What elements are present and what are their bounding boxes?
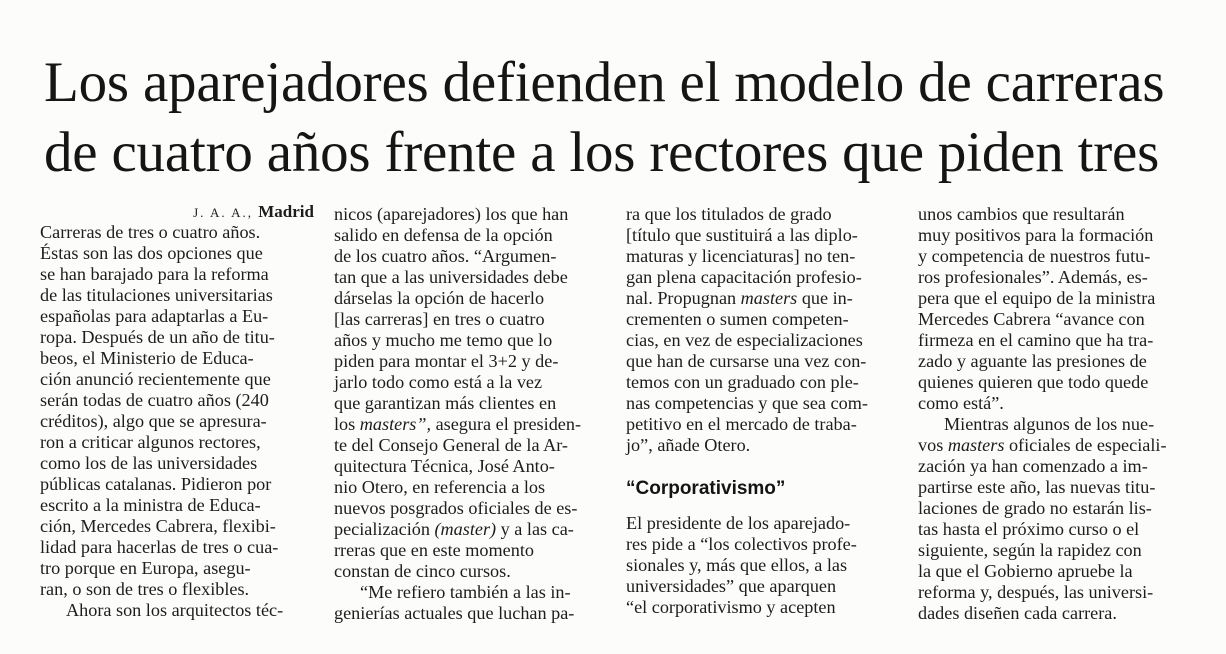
- text-line: maturas y licenciaturas] no ten-: [626, 246, 856, 266]
- text-line: muy positivos para la formación: [918, 225, 1154, 245]
- text-line: te del Consejo General de la Ar-: [334, 435, 568, 455]
- text-line: de las titulaciones universitarias: [40, 285, 273, 305]
- text-line: dárselas la opción de hacerlo: [334, 288, 545, 308]
- text-line: “Me refiero también a las in-: [360, 582, 571, 602]
- italic-term: (master): [434, 519, 497, 539]
- text-line: unos cambios que resultarán: [918, 204, 1125, 224]
- text-line: beos, el Ministerio de Educa-: [40, 348, 254, 368]
- text-line: ción, Mercedes Cabrera, flexibi-: [40, 516, 276, 536]
- text-line: Éstas son las dos opciones que: [40, 243, 263, 263]
- text-line: crementen o sumen competen-: [626, 309, 849, 329]
- text-line: [334, 414, 612, 435]
- text-line: siguiente, según la rapidez con: [918, 540, 1142, 560]
- text-line: [918, 435, 1196, 456]
- italic-term: masters: [740, 288, 798, 308]
- text-line: dades diseñen cada carrera.: [918, 603, 1117, 623]
- text-fragment: que in-: [797, 288, 853, 308]
- text-line: “el corporativismo y acepten: [626, 597, 836, 617]
- text-fragment: nal. Propugnan: [626, 288, 741, 308]
- text-line: piden para montar el 3+2 y de-: [334, 351, 559, 371]
- text-line: créditos), algo que se apresura-: [40, 411, 267, 431]
- text-line: de los cuatro años. “Argumen-: [334, 246, 557, 266]
- text-line: Carreras de tres o cuatro años.: [40, 222, 261, 242]
- text-line: pera que el equipo de la ministra: [918, 288, 1156, 308]
- text-line: [626, 288, 904, 309]
- text-fragment: asegura el presiden-: [431, 414, 582, 434]
- text-line: nio Otero, en referencia a los: [334, 477, 546, 497]
- text-line: firmeza en el camino que ha tra-: [918, 330, 1154, 350]
- text-line: ros profesionales”. Además, es-: [918, 267, 1148, 287]
- text-line: públicas catalanas. Pidieron por: [40, 474, 272, 494]
- text-line: tan que a las universidades debe: [334, 267, 568, 287]
- byline-author: J. A. A.,: [193, 205, 254, 220]
- article-column-1: [40, 204, 318, 621]
- text-line: laciones de grado no estarán lis-: [918, 498, 1152, 518]
- text-line: zado y aguante las presiones de: [918, 351, 1147, 371]
- text-line: ción anunció recientemente que: [40, 369, 271, 389]
- text-line: quienes quieren que todo quede: [918, 372, 1149, 392]
- text-line: zación ya han comenzado a im-: [918, 456, 1148, 476]
- article-column-3: [626, 204, 904, 618]
- text-fragment: los: [334, 414, 360, 434]
- text-line: quitectura Técnica, José Anto-: [334, 456, 555, 476]
- text-line: y competencia de nuestros futu-: [918, 246, 1151, 266]
- text-line: Mientras algunos de los nue-: [944, 414, 1155, 434]
- text-line: petitivo en el mercado de traba-: [626, 414, 857, 434]
- text-line: ra que los titulados de grado: [626, 204, 832, 224]
- text-line: partirse este año, las nuevas titu-: [918, 477, 1156, 497]
- text-line: la que el Gobierno apruebe la: [918, 561, 1133, 581]
- headline-line-1: Los aparejadores defienden el modelo de carreras: [44, 51, 1165, 114]
- text-line: rreras que en este momento: [334, 540, 534, 560]
- text-line: temos con un graduado con ple-: [626, 372, 859, 392]
- italic-term: masters”,: [359, 414, 432, 434]
- text-fragment: y a las ca-: [496, 519, 574, 539]
- text-line: como los de las universidades: [40, 453, 258, 473]
- text-line: nuevos posgrados oficiales de es-: [334, 498, 578, 518]
- text-line: [las carreras] en tres o cuatro: [334, 309, 545, 329]
- headline-line-2: de cuatro años frente a los rectores que piden tres: [44, 121, 1160, 184]
- section-subheading: “Corporativismo”: [626, 478, 786, 499]
- text-line: constan de cinco cursos.: [334, 561, 511, 581]
- text-line: genierías actuales que luchan pa-: [334, 603, 575, 623]
- text-line: sionales y, más que ellos, a las: [626, 555, 848, 575]
- text-line: ran, o son de tres o flexibles.: [40, 579, 250, 599]
- text-fragment: vos: [918, 435, 948, 455]
- text-line: nas competencias y que sea com-: [626, 393, 868, 413]
- text-line: tro porque en Europa, asegu-: [40, 558, 251, 578]
- text-line: jarlo todo como está a la vez: [334, 372, 543, 392]
- text-line: que han de cursarse una vez con-: [626, 351, 867, 371]
- byline: [40, 204, 318, 221]
- text-line: Mercedes Cabrera “avance con: [918, 309, 1145, 329]
- text-line: res pide a “los colectivos profe-: [626, 534, 857, 554]
- text-line: españolas para adaptarlas a Eu-: [40, 306, 269, 326]
- text-line: gan plena capacitación profesio-: [626, 267, 862, 287]
- text-line: lidad para hacerlas de tres o cua-: [40, 537, 279, 557]
- byline-city: Madrid: [258, 202, 314, 221]
- text-line: años y mucho me temo que lo: [334, 330, 553, 350]
- text-line: como está”.: [918, 393, 1004, 413]
- text-line: ron a criticar algunos rectores,: [40, 432, 261, 452]
- text-line: [título que sustituirá a las diplo-: [626, 225, 858, 245]
- text-line: Ahora son los arquitectos téc-: [66, 600, 284, 620]
- text-line: tas hasta el próximo curso o el: [918, 519, 1140, 539]
- text-fragment: pecialización: [334, 519, 435, 539]
- text-line: universidades” que aparquen: [626, 576, 837, 596]
- text-line: reforma y, después, las universi-: [918, 582, 1154, 602]
- text-line: cias, en vez de especializaciones: [626, 330, 863, 350]
- text-fragment: oficiales de especiali-: [1004, 435, 1167, 455]
- text-line: nicos (aparejadores) los que han: [334, 204, 569, 224]
- text-line: El presidente de los aparejado-: [626, 513, 851, 533]
- text-line: ropa. Después de un año de titu-: [40, 327, 275, 347]
- italic-term: masters: [947, 435, 1005, 455]
- text-line: que garantizan más clientes en: [334, 393, 557, 413]
- article-column-2: [334, 204, 612, 624]
- text-line: [334, 519, 612, 540]
- article-headline: [44, 48, 1204, 188]
- text-line: se han barajado para la reforma: [40, 264, 269, 284]
- text-line: jo”, añade Otero.: [626, 435, 751, 455]
- text-line: serán todas de cuatro años (240: [40, 390, 269, 410]
- text-line: escrito a la ministra de Educa-: [40, 495, 261, 515]
- text-line: salido en defensa de la opción: [334, 225, 553, 245]
- article-column-4: [918, 204, 1196, 624]
